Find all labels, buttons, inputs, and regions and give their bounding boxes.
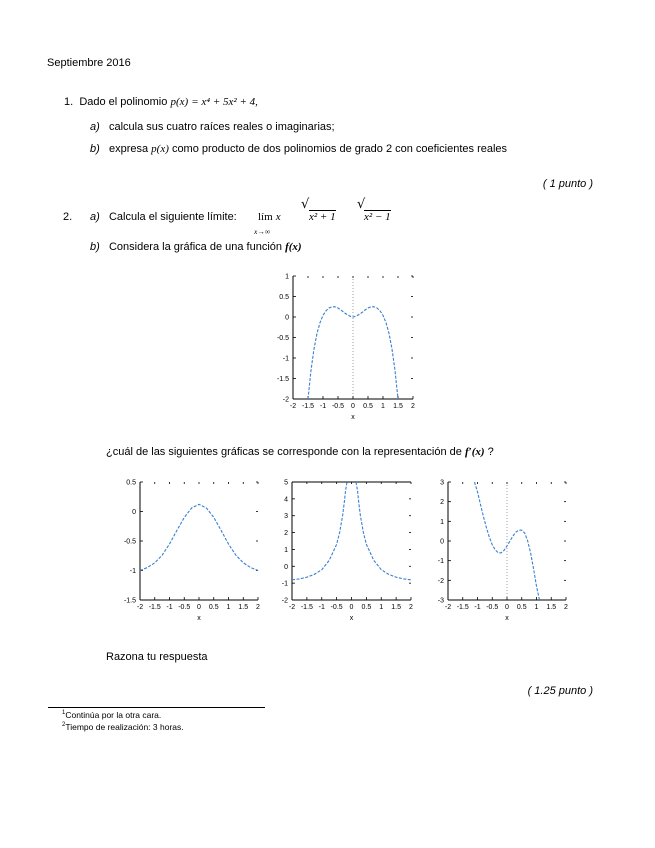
graph-option-1-plot bbox=[124, 480, 260, 623]
x-axis-label: x bbox=[349, 615, 354, 622]
question-1-a bbox=[90, 121, 335, 133]
y-tick-label: -2 bbox=[282, 396, 289, 404]
series-line-g2-right bbox=[356, 482, 411, 580]
x-tick-label: -0.5 bbox=[486, 604, 499, 611]
y-tick-label: 0.5 bbox=[279, 294, 289, 301]
graph-option-2-plot bbox=[282, 480, 413, 623]
y-tick-label: 0 bbox=[285, 314, 289, 322]
limit-expression bbox=[258, 211, 281, 223]
x-axis-label: x bbox=[351, 414, 355, 421]
question-2-b bbox=[90, 241, 302, 253]
sqrt-sign-1: √ bbox=[301, 197, 310, 212]
x-tick-label: 1 bbox=[534, 604, 539, 611]
exam-date: Septiembre 2016 bbox=[47, 57, 131, 69]
x-tick-label: 1 bbox=[379, 604, 384, 611]
item-text: expresa bbox=[108, 143, 149, 155]
x-tick-label: -1.5 bbox=[456, 604, 469, 611]
polynomial-name: p(x) bbox=[170, 96, 189, 108]
item-label: a) bbox=[90, 121, 100, 133]
y-tick-label: -0.5 bbox=[123, 538, 136, 546]
x-tick-label: 2 bbox=[409, 604, 413, 611]
y-tick-label: 0 bbox=[132, 509, 136, 516]
x-tick-label: 2 bbox=[564, 604, 568, 611]
item-label: b) bbox=[90, 241, 100, 253]
graph-f-plot bbox=[277, 274, 415, 422]
x-tick-label: -0.5 bbox=[331, 403, 345, 410]
y-tick-label: -1.5 bbox=[123, 597, 136, 605]
footnote-rule bbox=[48, 707, 265, 708]
derivative-name: f′(x) bbox=[464, 446, 485, 458]
x-tick-label: 1 bbox=[226, 604, 231, 611]
footnote-1 bbox=[62, 710, 161, 720]
x-tick-label: 1.5 bbox=[393, 403, 403, 410]
y-tick-label: -2 bbox=[281, 597, 288, 605]
x-tick-label: 2 bbox=[256, 604, 260, 611]
sqrt-radicand-2: x² − 1 bbox=[364, 211, 391, 223]
graph-option-3 bbox=[420, 472, 570, 632]
footnote-mark: 2 bbox=[62, 722, 66, 729]
x-tick-label: -1 bbox=[474, 604, 481, 611]
graph-option-2 bbox=[268, 472, 418, 632]
y-tick-label: -3 bbox=[437, 597, 444, 605]
y-tick-label: -2 bbox=[437, 577, 444, 585]
sqrt-sign-2: √ bbox=[357, 197, 366, 212]
y-tick-label: 1 bbox=[285, 273, 289, 281]
item-text: Considera la gráfica de una función bbox=[108, 241, 283, 253]
sqrt-radicand-1: x² + 1 bbox=[309, 211, 336, 223]
y-tick-label: 3 bbox=[440, 479, 444, 487]
x-tick-label: 1.5 bbox=[391, 604, 401, 611]
y-tick-label: -1 bbox=[129, 568, 136, 575]
question-1-points: ( 1 punto ) bbox=[542, 178, 593, 190]
y-tick-label: 3 bbox=[284, 513, 288, 521]
graph-option-3-plot bbox=[438, 480, 568, 623]
y-tick-label: 0.5 bbox=[126, 479, 136, 487]
question-1-intro bbox=[64, 96, 258, 108]
x-tick-label: -2 bbox=[444, 604, 452, 611]
y-tick-label: 5 bbox=[284, 479, 288, 487]
series-line-f(x) bbox=[308, 307, 398, 399]
question-2-prompt bbox=[106, 446, 494, 458]
x-tick-label: -1.5 bbox=[148, 604, 161, 611]
x-tick-label: 0 bbox=[349, 604, 354, 611]
footnote-text: Tiempo de realización: 3 horas. bbox=[65, 722, 184, 732]
x-tick-label: 0.5 bbox=[516, 604, 527, 611]
x-tick-label: -2 bbox=[289, 403, 297, 410]
x-tick-label: -1.5 bbox=[300, 604, 313, 611]
x-tick-label: -1 bbox=[318, 604, 325, 611]
x-tick-label: -1 bbox=[166, 604, 173, 611]
graph-f bbox=[270, 268, 430, 430]
reason-instruction: Razona tu respuesta bbox=[106, 651, 208, 663]
lim-subscript: x→∞ bbox=[254, 227, 271, 236]
y-tick-label: -1.5 bbox=[276, 376, 289, 383]
question-2-number: 2. bbox=[63, 211, 73, 223]
polynomial-name: p(x) bbox=[151, 143, 169, 155]
x-tick-label: 1.5 bbox=[238, 604, 249, 611]
lim-variable: x bbox=[275, 211, 281, 223]
x-tick-label: -1.5 bbox=[301, 403, 315, 410]
prompt-mark: ? bbox=[487, 446, 494, 458]
question-2-points: ( 1.25 punto ) bbox=[527, 685, 593, 697]
y-tick-label: 0 bbox=[440, 538, 444, 546]
x-tick-label: -2 bbox=[288, 604, 296, 611]
y-tick-label: 1 bbox=[284, 546, 288, 554]
y-tick-label: -1 bbox=[281, 580, 288, 588]
item-label: b) bbox=[90, 143, 100, 155]
graph-option-1 bbox=[100, 472, 265, 632]
footnote-text: Continúa por la otra cara. bbox=[65, 710, 162, 720]
x-tick-label: 0 bbox=[351, 403, 355, 410]
question-text: Dado el polinomio bbox=[79, 96, 168, 108]
y-tick-label: -1 bbox=[437, 558, 444, 566]
x-axis-label: x bbox=[505, 615, 509, 622]
x-tick-label: 1 bbox=[381, 403, 385, 410]
y-tick-label: 4 bbox=[284, 496, 288, 504]
x-tick-label: -1 bbox=[319, 403, 327, 410]
y-tick-label: 1 bbox=[440, 518, 444, 526]
lim-operator: lím bbox=[258, 211, 273, 223]
item-label: a) bbox=[90, 211, 100, 223]
x-tick-label: 0.5 bbox=[363, 403, 373, 410]
polynomial-expression: = x⁴ + 5x² + 4, bbox=[191, 96, 258, 108]
footnote-2 bbox=[62, 722, 184, 732]
x-tick-label: 0.5 bbox=[361, 604, 372, 611]
x-tick-label: 1.5 bbox=[546, 604, 557, 611]
item-text: como producto de dos polinomios de grado 2 con coeficientes reales bbox=[171, 143, 508, 155]
x-tick-label: 0.5 bbox=[208, 604, 219, 611]
x-tick-label: 2 bbox=[411, 403, 415, 410]
question-1-b bbox=[90, 143, 507, 155]
y-tick-label: 2 bbox=[284, 530, 288, 538]
x-axis-label: x bbox=[197, 615, 201, 622]
function-name: f(x) bbox=[285, 241, 302, 253]
series-line-g2-left bbox=[292, 482, 347, 580]
y-tick-label: 0 bbox=[284, 563, 288, 571]
y-tick-label: -0.5 bbox=[276, 335, 289, 342]
x-tick-label: -0.5 bbox=[178, 604, 191, 611]
question-2-a bbox=[90, 211, 237, 223]
x-tick-label: 0 bbox=[505, 604, 509, 611]
series-line-g1 bbox=[140, 504, 258, 570]
y-tick-label: -1 bbox=[282, 355, 289, 363]
prompt-text: ¿cuál de las siguientes gráficas se corresponde con la representación de bbox=[106, 446, 462, 458]
y-tick-label: 2 bbox=[440, 499, 444, 507]
x-tick-label: -0.5 bbox=[330, 604, 343, 611]
item-text: Calcula el siguiente límite: bbox=[108, 211, 237, 223]
series-line-g3 bbox=[475, 482, 540, 600]
question-number: 1. bbox=[64, 96, 74, 108]
x-tick-label: -2 bbox=[136, 604, 144, 611]
item-text: calcula sus cuatro raíces reales o imaginarias; bbox=[108, 121, 335, 133]
footnote-mark: 1 bbox=[62, 710, 66, 717]
x-tick-label: 0 bbox=[197, 604, 201, 611]
